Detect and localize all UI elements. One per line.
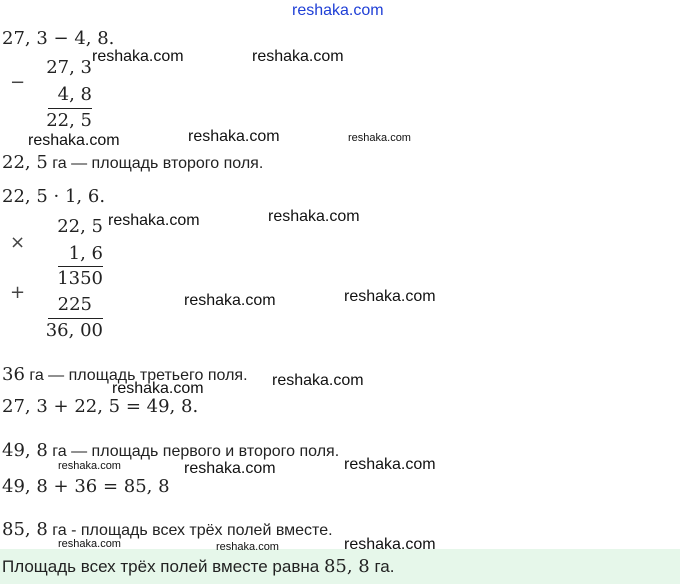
multiplication-result: 36, 00 [45, 320, 103, 341]
watermark: reshaka.com [268, 208, 360, 225]
subtraction-result: 22, 5 [46, 110, 92, 131]
answer-text [2, 556, 394, 578]
subtraction-rule [48, 108, 92, 109]
answer-number: 85, 8 [323, 556, 370, 577]
third-field-number: 36 [2, 364, 25, 385]
times-sign: × [10, 232, 26, 253]
watermark: reshaka.com [188, 128, 280, 145]
first-second-field-line [2, 440, 339, 463]
third-field-caption: га — площадь третьего поля. [24, 367, 248, 384]
first-second-caption: га — площадь первого и второго поля. [47, 443, 340, 460]
watermark: reshaka.com [92, 48, 184, 65]
all-fields-caption: га - площадь всех трёх полей вместе. [47, 522, 333, 539]
watermark: reshaka.com [112, 380, 204, 397]
all-fields-line [2, 519, 333, 542]
subtraction-minuend: 27, 3 [46, 57, 92, 78]
watermark: reshaka.com [184, 292, 276, 309]
all-fields-number: 85, 8 [2, 519, 48, 540]
watermark: reshaka.com [272, 372, 364, 389]
partial-product-2: 225 [57, 294, 92, 315]
plus-sign: + [10, 282, 26, 303]
subtraction-subtrahend: 4, 8 [57, 84, 92, 105]
multiplication-factor-b: 1, 6 [68, 243, 103, 264]
watermark: reshaka.com [184, 460, 276, 477]
addition-expression-2: 49, 8 + 36 = 85, 8 [2, 476, 170, 497]
watermark: reshaka.com [344, 288, 436, 305]
watermark: reshaka.com [28, 132, 120, 149]
multiplication-factor-a: 22, 5 [57, 216, 103, 237]
watermark: reshaka.com [348, 132, 411, 144]
watermark: reshaka.com [58, 460, 121, 472]
watermark: reshaka.com [108, 212, 200, 229]
subtraction-expression: 27, 3 − 4, 8. [2, 28, 115, 49]
second-field-number: 22, 5 [2, 152, 48, 173]
watermark-top[interactable]: reshaka.com [292, 2, 384, 19]
watermark: reshaka.com [344, 536, 436, 553]
watermark: reshaka.com [58, 538, 121, 550]
first-second-number: 49, 8 [2, 440, 48, 461]
watermark: reshaka.com [344, 456, 436, 473]
sum-rule [48, 318, 103, 319]
answer-prefix: Площадь всех трёх полей вместе равна [2, 557, 324, 576]
second-field-caption: га — площадь второго поля. [47, 155, 264, 172]
addition-expression-1: 27, 3 + 22, 5 = 49, 8. [2, 396, 199, 417]
answer-suffix: га. [369, 557, 395, 576]
watermark: reshaka.com [252, 48, 344, 65]
multiplication-expression: 22, 5 · 1, 6. [2, 186, 106, 207]
second-field-line [2, 152, 263, 175]
multiplication-rule [58, 266, 103, 267]
partial-product-1: 1350 [57, 268, 103, 289]
minus-sign: − [10, 72, 26, 93]
watermark: reshaka.com [216, 541, 279, 553]
